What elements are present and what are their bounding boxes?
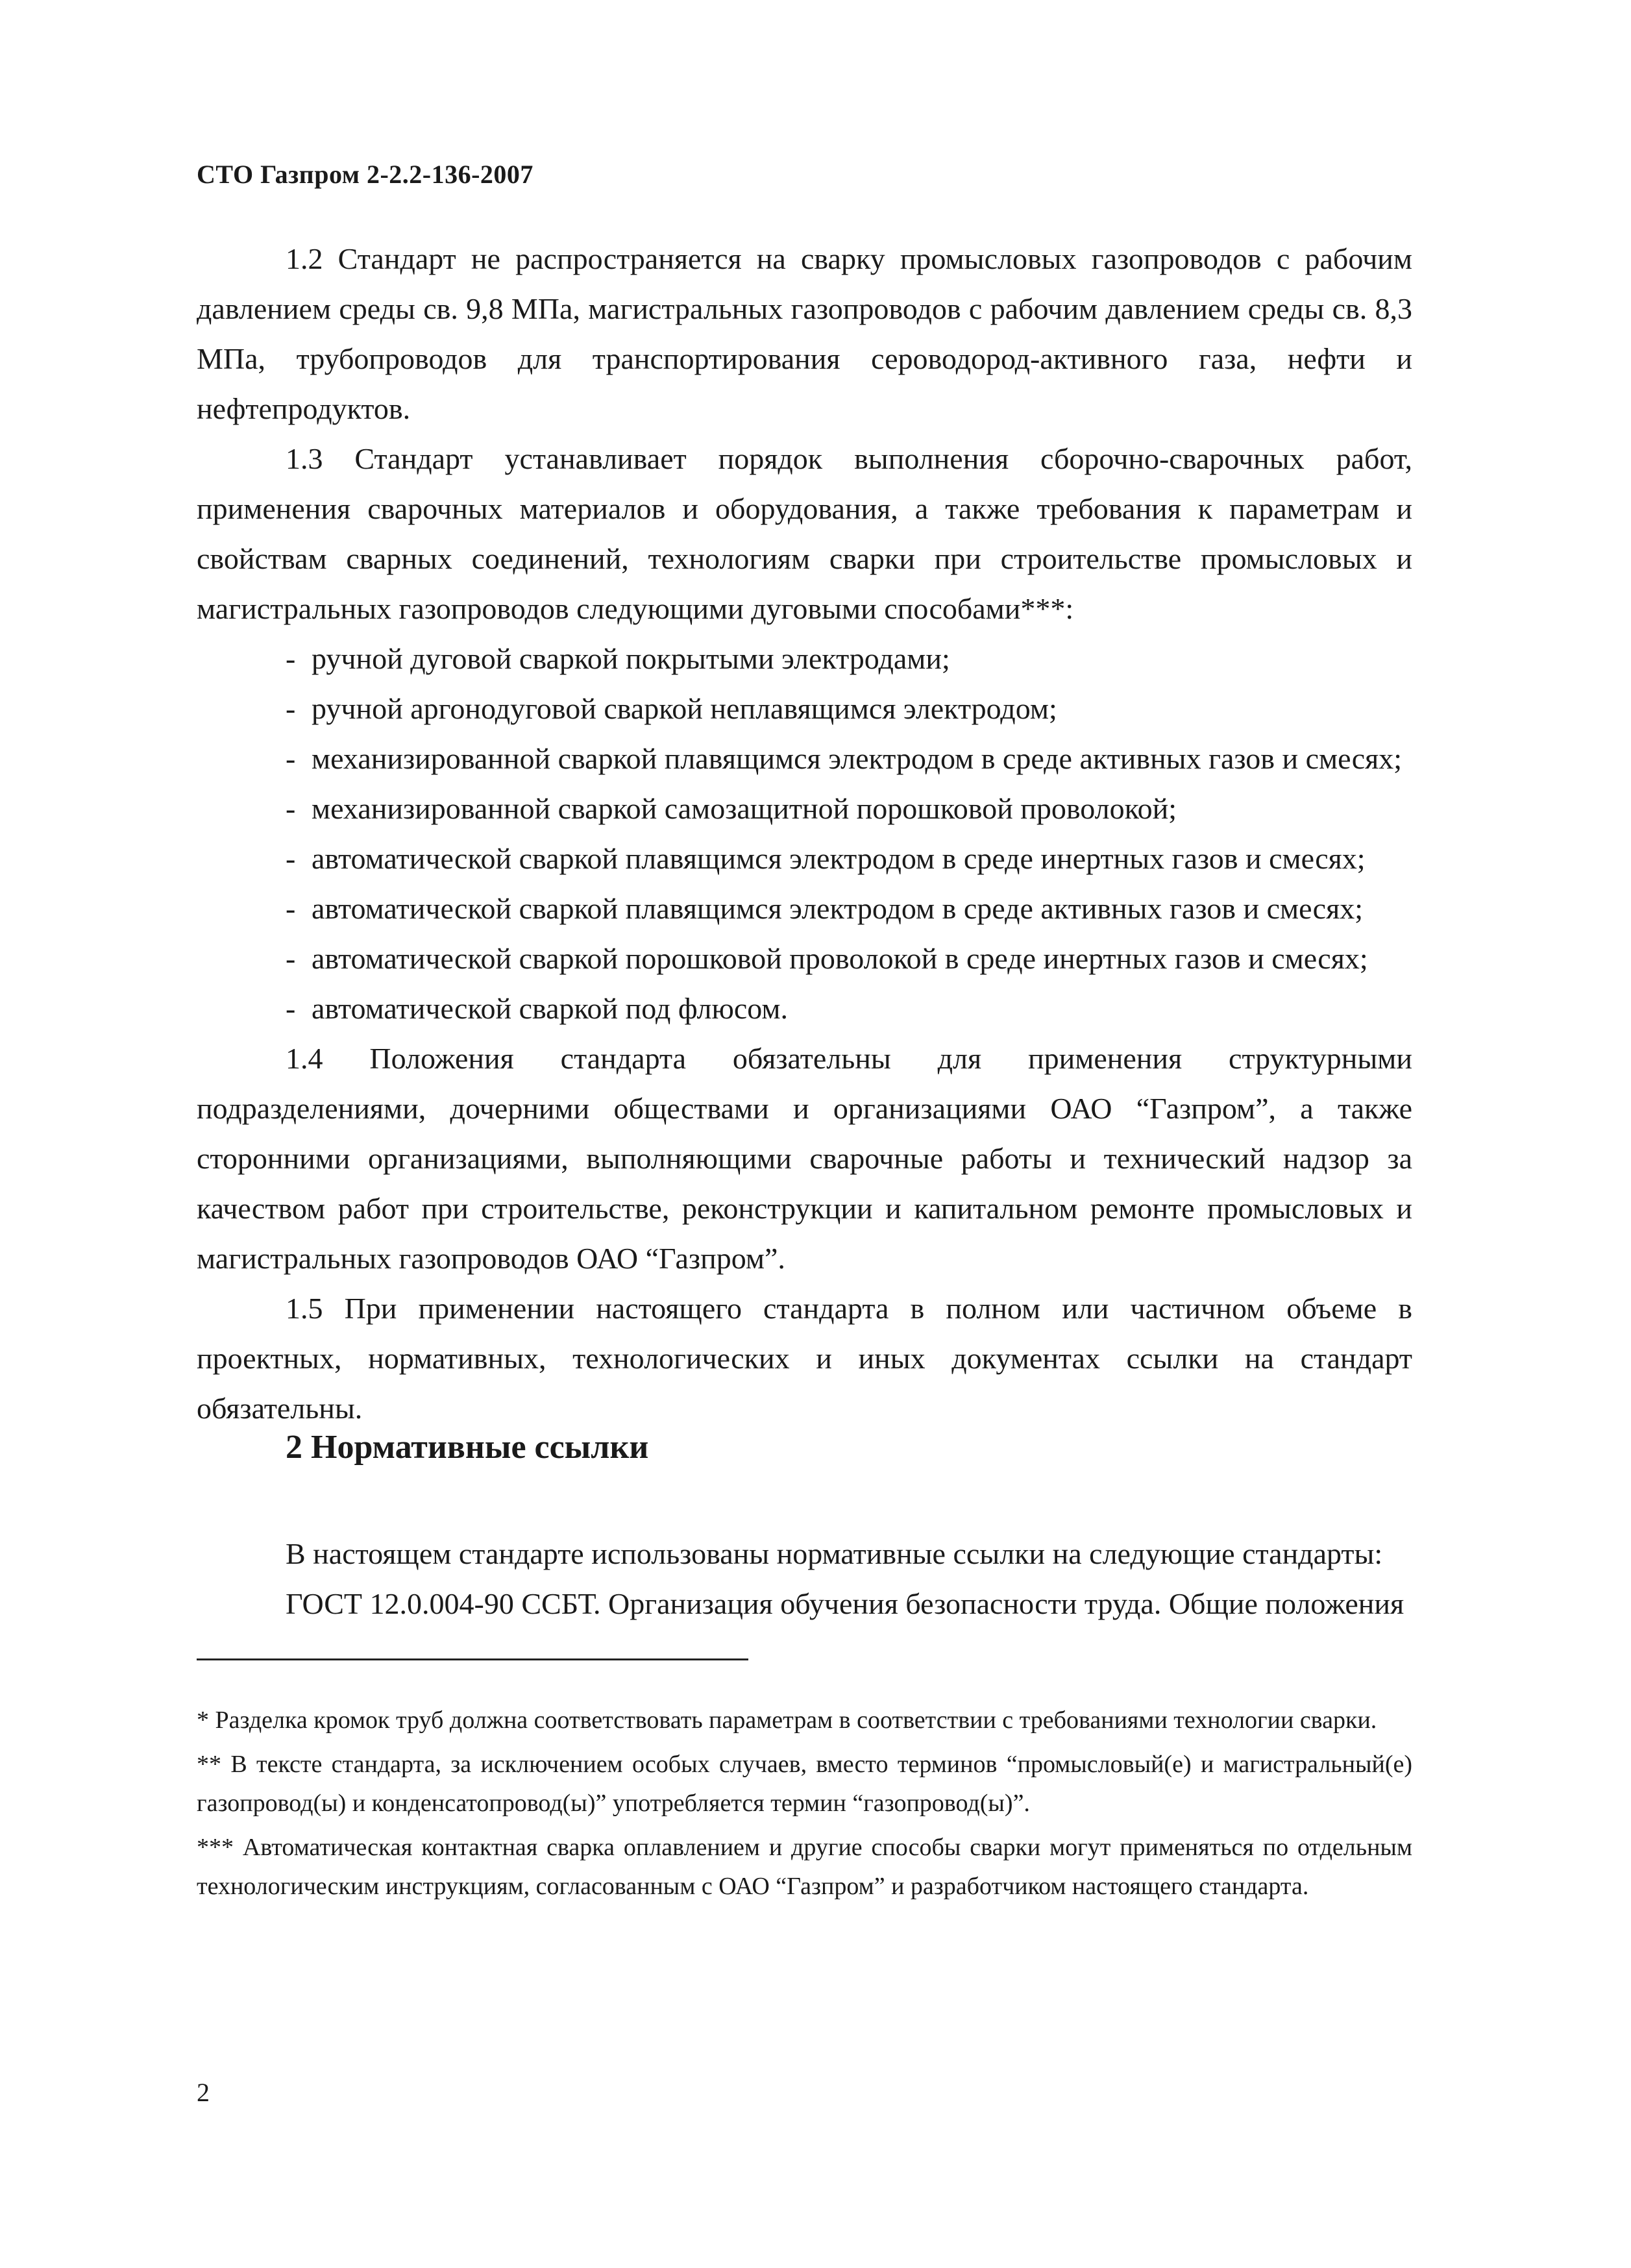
list-item: - ручной дуговой сваркой покрытыми электродами; <box>286 642 950 675</box>
list-item: - механизированной сваркой самозащитной порошковой проволокой; <box>286 792 1177 825</box>
list-item: - автоматической сваркой порошковой проволокой в среде инертных газов и смесях; <box>286 942 1368 975</box>
footnote-divider <box>197 1658 748 1660</box>
standard-code-header: СТО Газпром 2-2.2-136-2007 <box>197 160 533 189</box>
list-item: - ручной аргонодуговой сваркой неплавящимся электродом; <box>286 692 1057 725</box>
footnote-3: *** Автоматическая контактная сварка оплавлением и другие способы сварки могут применяться по отдельным технологическим инструкциям, согласованным с ОАО “Газпром” и разработчиком настоящего стандарта. <box>197 1834 1412 1900</box>
list-item: - автоматической сваркой плавящимся электродом в среде инертных газов и смесях; <box>286 842 1366 875</box>
normative-reference-item: ГОСТ 12.0.004-90 ССБТ. Организация обучения безопасности труда. Общие положения <box>286 1587 1404 1620</box>
list-item: - автоматической сваркой под флюсом. <box>286 992 789 1025</box>
section-2-intro: В настоящем стандарте использованы нормативные ссылки на следующие стандарты: <box>286 1537 1383 1570</box>
list-item: - автоматической сваркой плавящимся электродом в среде активных газов и смесях; <box>286 892 1364 925</box>
paragraph-1-5: 1.5 При применении настоящего стандарта в полном или частичном объеме в проектных, нормативных, технологических и иных документах ссылки на стандарт обязательны. <box>197 1292 1412 1425</box>
section-2-body <box>286 1529 1415 1629</box>
section-1-body <box>197 234 1412 1433</box>
paragraph-1-2: 1.2 Стандарт не распространяется на сварку промысловых газопроводов с рабочим давлением среды св. 9,8 МПа, магистральных газопроводов с рабочим давлением среды св. 8,3 МПа, трубопроводов для транспортирования сероводород-активного газа, нефти и нефтепродуктов. <box>197 242 1412 425</box>
page-number: 2 <box>197 2078 210 2107</box>
list-item: - механизированной сваркой плавящимся электродом в среде активных газов и смесях; <box>286 742 1403 775</box>
welding-methods-list <box>197 634 1412 1033</box>
footnote-1: * Разделка кромок труб должна соответствовать параметрам в соответствии с требованиями технологии сварки. <box>197 1707 1377 1734</box>
paragraph-1-4: 1.4 Положения стандарта обязательны для применения структурными подразделениями, дочерними обществами и организациями ОАО “Газпром”, а также сторонними организациями, выполняющими сварочные работы и технический надзор за качеством работ при строительстве, реконструкции и капитальном ремонте промысловых и магистральных газопроводов ОАО “Газпром”. <box>197 1042 1412 1275</box>
paragraph-1-3: 1.3 Стандарт устанавливает порядок выполнения сборочно-сварочных работ, применения сварочных материалов и оборудования, а также требования к параметрам и свойствам сварных соединений, технологиям сварки при строительстве промысловых и магистральных газопроводов следующими дуговыми способами***: <box>197 442 1412 625</box>
section-2-heading: 2 Нормативные ссылки <box>286 1429 649 1466</box>
footnote-2: ** В тексте стандарта, за исключением особых случаев, вместо терминов “промысловый(е) и магистральный(е) газопровод(ы) и конденсатопровод(ы)” употребляется термин “газопровод(ы)”. <box>197 1751 1412 1817</box>
footnotes <box>197 1701 1412 1911</box>
